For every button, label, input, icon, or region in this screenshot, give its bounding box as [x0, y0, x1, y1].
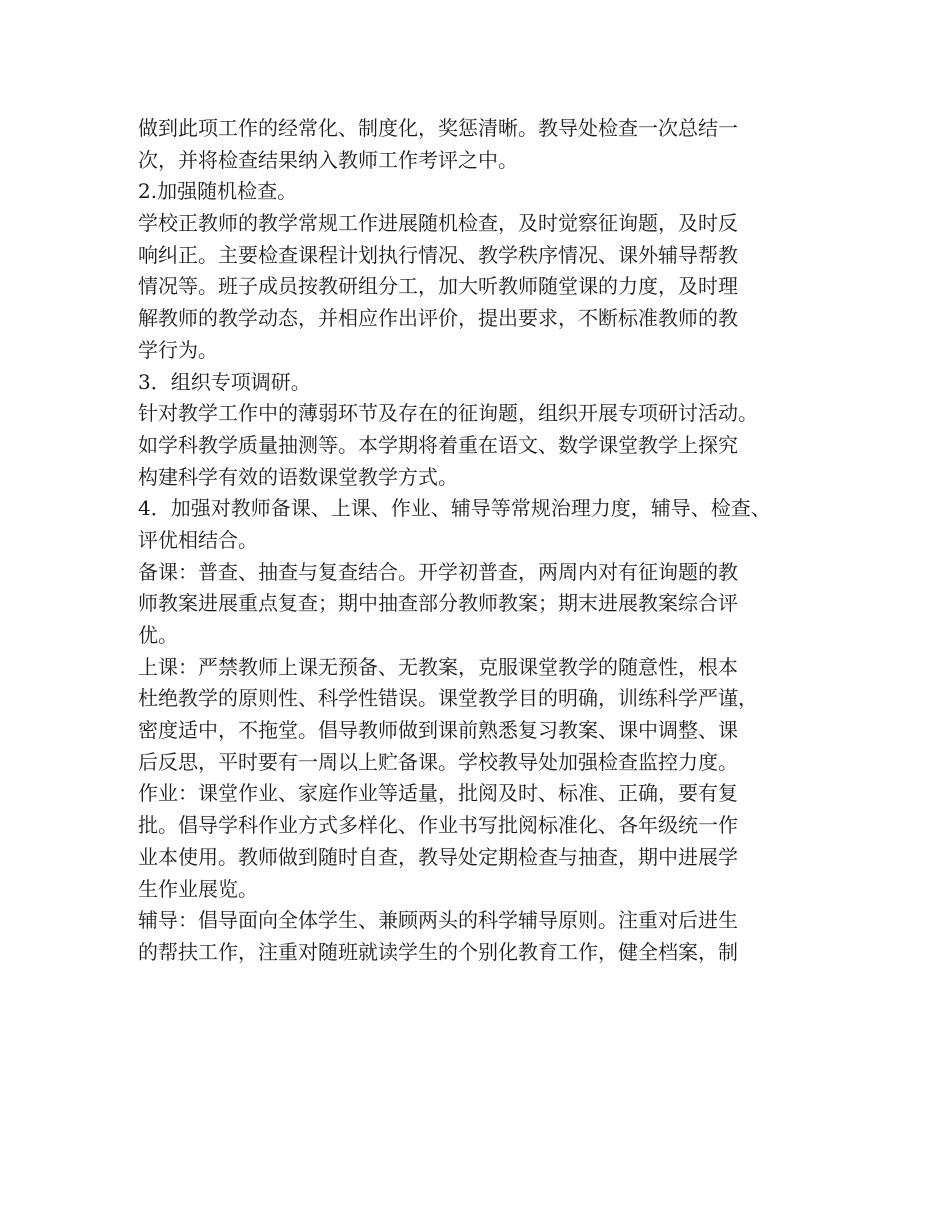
text-line: 次，并将检查结果纳入教师工作考评之中。: [138, 147, 518, 172]
text-line: 业本使用。教师做到随时自查，教导处定期检查与抽查，期中进展学: [138, 844, 738, 869]
text-line: 构建科学有效的语数课堂教学方式。: [138, 464, 458, 489]
text-line: 后反思，平时要有一周以上贮备课。学校教导处加强检查监控力度。: [138, 749, 738, 774]
text-line: 学校正教师的教学常规工作进展随机检查，及时觉察征询题，及时反: [138, 211, 738, 236]
text-line: 情况等。班子成员按教研组分工，加大听教师随堂课的力度，及时理: [138, 274, 738, 299]
text-line: 杜绝教学的原则性、科学性错误。课堂教学目的明确，训练科学严谨，: [138, 686, 758, 711]
text-line: 备课：普查、抽查与复查结合。开学初普查，两周内对有征询题的教: [138, 559, 738, 584]
text-line: 作业：课堂作业、家庭作业等适量，批阅及时、标准、正确，要有复: [138, 781, 738, 806]
text-line: 解教师的教学动态，并相应作出评价，提出要求，不断标准教师的教: [138, 306, 738, 331]
text-line: 学行为。: [138, 337, 218, 362]
document-body: [138, 113, 838, 969]
text-line: 师教案进展重点复查；期中抽查部分教师教案；期末进展教案综合评: [138, 591, 738, 616]
text-line: 优。: [138, 623, 178, 647]
section-heading: 2.加强随机检查。: [138, 179, 298, 204]
section-heading: 4．加强对教师备课、上课、作业、辅导等常规治理力度，辅导、检查、: [138, 496, 771, 521]
text-line: 密度适中，不拖堂。倡导教师做到课前熟悉复习教案、课中调整、课: [138, 718, 738, 743]
text-line: 做到此项工作的经常化、制度化，奖惩清晰。教导处检查一次总结一: [138, 116, 738, 140]
text-line: 批。倡导学科作业方式多样化、作业书写批阅标准化、各年级统一作: [138, 813, 738, 838]
text-line: 辅导：倡导面向全体学生、兼顾两头的科学辅导原则。注重对后进生: [138, 908, 738, 933]
text-line: 如学科教学质量抽测等。本学期将着重在语文、数学课堂教学上探究: [138, 432, 738, 457]
text-line: 生作业展览。: [138, 876, 258, 901]
text-line: 针对教学工作中的薄弱环节及存在的征询题，组织开展专项研讨活动。: [138, 401, 758, 426]
section-heading: 3．组织专项调研。: [138, 369, 311, 394]
text-line: 上课：严禁教师上课无预备、无教案，克服课堂教学的随意性，根本: [138, 654, 738, 679]
text-line: 响纠正。主要检查课程计划执行情况、教学秩序情况、课外辅导帮教: [138, 242, 738, 267]
text-line: 评优相结合。: [138, 527, 258, 552]
text-line: 的帮扶工作，注重对随班就读学生的个别化教育工作，健全档案，制: [138, 939, 738, 964]
